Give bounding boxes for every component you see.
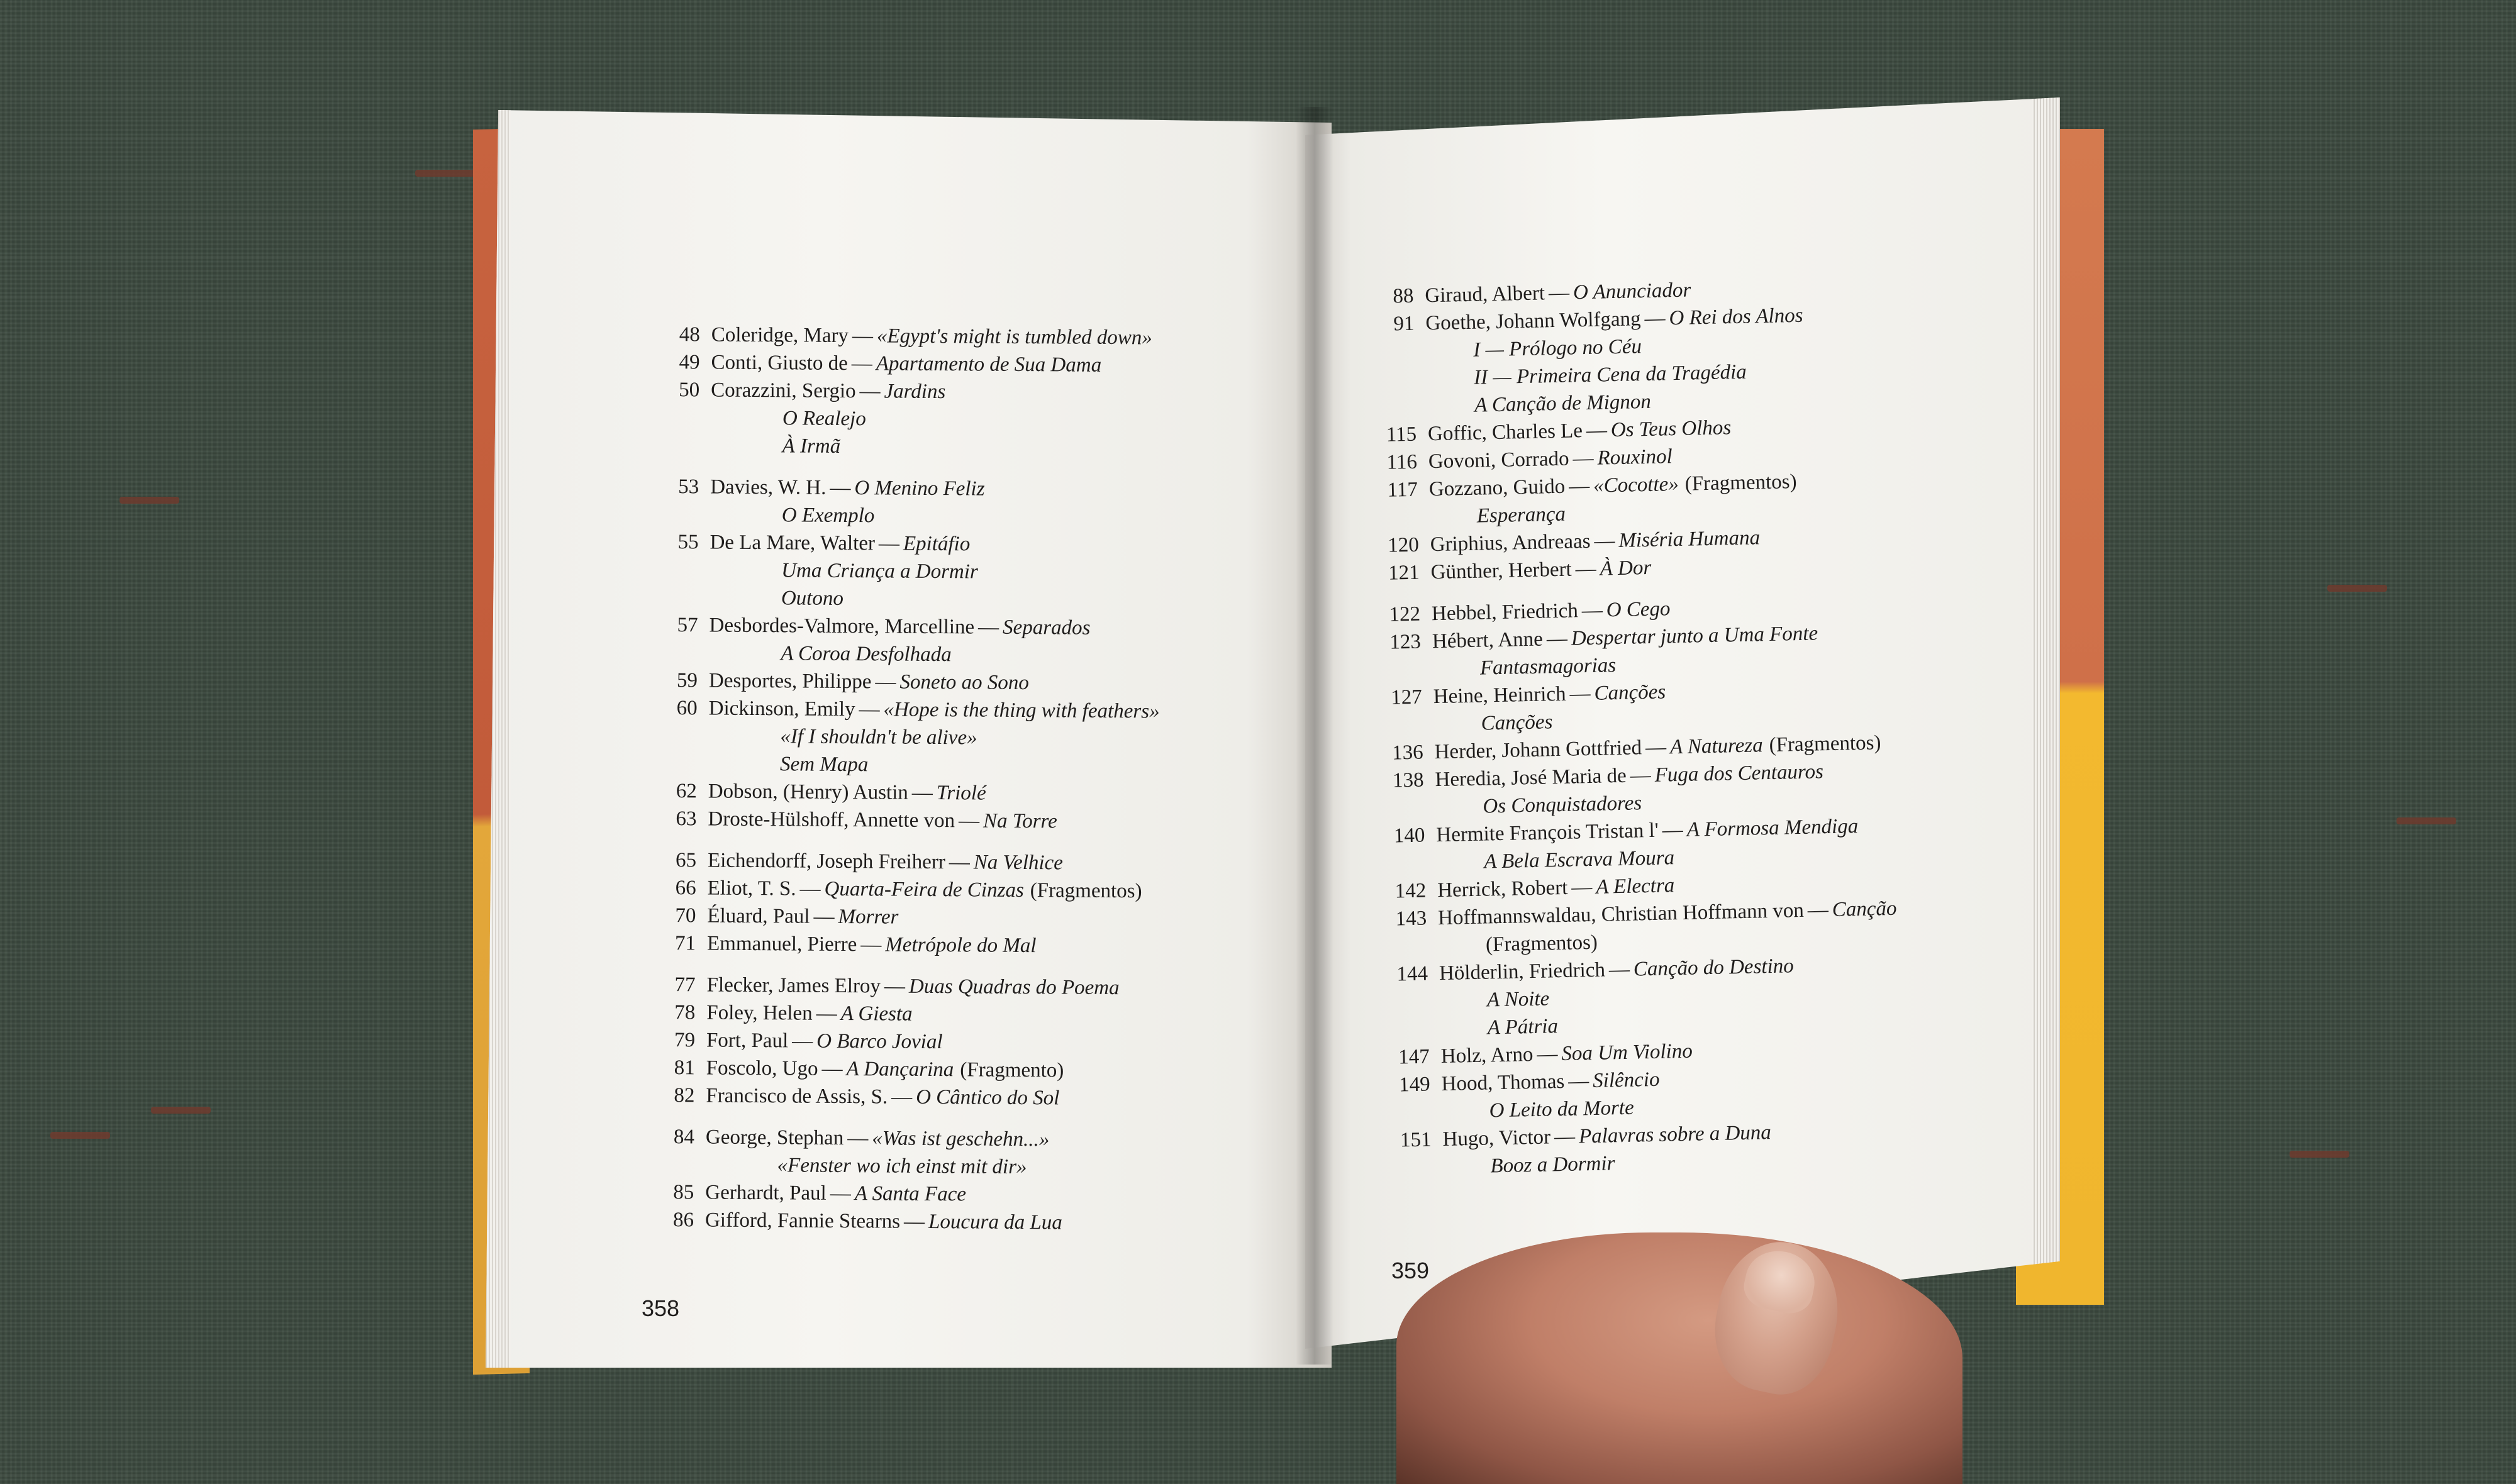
index-entry — [1388, 895, 1898, 961]
entry-subtitle: Os Conquistadores — [1483, 792, 1642, 818]
entry-title: Silêncio — [1592, 1068, 1660, 1093]
entry-author: Éluard, Paul — [707, 904, 810, 928]
entry-title: A Dançarina — [846, 1058, 954, 1082]
index-entry — [659, 999, 1157, 1030]
entry-page-number: 66 — [675, 877, 696, 900]
entry-page-number: 82 — [674, 1084, 695, 1107]
entry-title: «Was ist geschehn...» — [872, 1127, 1050, 1151]
entry-page-number: 147 — [1398, 1045, 1430, 1069]
entry-author: Desbordes-Valmore, Marcelline — [709, 614, 975, 639]
entry-page-number: 71 — [674, 932, 696, 955]
entry-title: Soneto ao Sono — [899, 670, 1029, 695]
index-entry — [663, 348, 1162, 380]
entry-author: Heine, Heinrich — [1433, 682, 1566, 709]
entry-page-number: 140 — [1393, 824, 1425, 848]
entry-separator: — — [911, 781, 933, 805]
index-entry — [660, 694, 1160, 781]
entry-note: (Fragmentos) — [1030, 879, 1142, 903]
entry-subtitle: A Bela Escrava Moura — [1483, 846, 1675, 873]
entry-title: Fuga dos Centauros — [1654, 760, 1824, 787]
entry-separator: — — [1548, 281, 1570, 305]
entry-title: Duas Quadras do Poema — [908, 975, 1120, 1000]
entry-title: Morrer — [838, 905, 899, 929]
entry-title: Quarta-Feira de Cinzas — [824, 877, 1024, 902]
entry-page-number: 79 — [674, 1029, 696, 1052]
entry-page-number: 151 — [1400, 1128, 1432, 1152]
entry-page-number: 116 — [1386, 450, 1418, 474]
entry-author: Hermite François Tristan l' — [1436, 819, 1659, 847]
entry-separator: — — [891, 1085, 913, 1109]
entry-author: Herder, Johann Gottfried — [1434, 736, 1642, 764]
entry-page-number: 117 — [1387, 478, 1418, 502]
entry-separator: — — [1572, 446, 1594, 470]
entry-page-number: 136 — [1391, 741, 1424, 765]
entry-author: De La Mare, Walter — [710, 531, 876, 555]
entry-page-number: 149 — [1398, 1073, 1431, 1097]
entry-author: Holz, Arno — [1440, 1043, 1534, 1068]
entry-separator: — — [1569, 682, 1591, 706]
index-entry — [659, 971, 1157, 1002]
entry-title: Palavras sobre a Duna — [1578, 1121, 1772, 1148]
entry-title: Rouxinol — [1597, 445, 1673, 470]
entry-author: Francisco de Assis, S. — [706, 1084, 888, 1109]
entry-author: Hölderlin, Friedrich — [1439, 958, 1606, 985]
entry-author: Dickinson, Emily — [708, 697, 855, 721]
entry-title: Metrópole do Mal — [885, 933, 1037, 958]
index-entry — [1386, 812, 1896, 878]
index-entry — [659, 902, 1158, 933]
carpet-dash — [151, 1107, 211, 1114]
entry-separator: — — [1537, 1043, 1558, 1066]
entry-separator: — — [1546, 627, 1568, 651]
entry-title: Apartamento de Sua Dama — [876, 352, 1102, 377]
entry-page-number: 143 — [1395, 907, 1427, 931]
entry-author: Eliot, T. S. — [707, 877, 796, 900]
index-entry — [660, 846, 1159, 878]
entry-separator: — — [875, 670, 896, 694]
index-entry — [662, 528, 1161, 615]
entry-page-number: 60 — [676, 697, 698, 720]
entry-page-number: 77 — [674, 973, 696, 997]
index-entry — [660, 805, 1159, 836]
entry-page-number: 85 — [673, 1181, 694, 1204]
entry-subtitle: «Fenster wo ich einst mit dir» — [777, 1154, 1027, 1179]
index-entry — [1391, 1061, 1901, 1127]
entry-page-number: 142 — [1394, 879, 1427, 903]
entry-author: Desportes, Philippe — [708, 669, 872, 694]
carpet-dash — [2327, 585, 2387, 592]
index-entry — [662, 376, 1162, 463]
entry-subtitle: À Irmã — [782, 435, 841, 458]
entry-subtitle: «If I shouldn't be alive» — [780, 725, 977, 750]
entry-title: O Rei dos Alnos — [1669, 304, 1803, 330]
index-entry — [662, 473, 1161, 532]
entry-note: (Fragmentos) — [1769, 731, 1881, 757]
entry-title: A Natureza — [1669, 734, 1764, 759]
entry-title: Triolé — [936, 782, 986, 805]
entry-title: O Anunciador — [1572, 279, 1691, 304]
entry-separator: — — [1594, 529, 1615, 553]
entry-page-number: 138 — [1392, 768, 1424, 792]
entry-page-number: 121 — [1388, 561, 1420, 585]
entry-title: A Formosa Mendiga — [1686, 815, 1859, 841]
entry-author: Emmanuel, Pierre — [706, 932, 857, 956]
entry-author: Hood, Thomas — [1441, 1070, 1565, 1096]
entry-page-number: 120 — [1387, 533, 1420, 557]
book-gutter — [1296, 107, 1333, 1365]
right-page-number: 359 — [1391, 1258, 1430, 1283]
entry-subtitle: I — Prólogo no Céu — [1472, 335, 1642, 362]
entry-author: Gifford, Fannie Stearns — [704, 1209, 901, 1233]
entry-author: Gerhardt, Paul — [705, 1181, 827, 1205]
entry-separator: — — [1630, 763, 1652, 787]
index-entry — [1383, 673, 1893, 739]
entry-page-number: 49 — [679, 351, 700, 374]
entry-author: Dobson, (Henry) Austin — [708, 780, 908, 804]
entry-author: Flecker, James Elroy — [706, 973, 881, 998]
entry-separator: — — [859, 698, 880, 721]
entry-separator: — — [1645, 736, 1667, 760]
entry-title: Separados — [1002, 616, 1091, 640]
entry-title: «Hope is the thing with feathers» — [883, 698, 1160, 723]
entry-author: Günther, Herbert — [1430, 558, 1572, 584]
entry-subtitle: Fantasmagorias — [1479, 654, 1617, 680]
entry-separator: — — [859, 380, 881, 403]
entry-author: Corazzini, Sergio — [711, 379, 856, 403]
index-entry — [659, 1054, 1157, 1085]
entry-title: «Egypt's might is tumbled down» — [876, 324, 1152, 350]
entry-separator: — — [799, 877, 821, 900]
entry-separator: — — [878, 532, 900, 555]
entry-subtitle: Esperança — [1476, 502, 1566, 528]
entry-title: Jardins — [884, 380, 946, 404]
entry-subtitle: A Pátria — [1487, 1015, 1559, 1039]
entry-page-number: 55 — [677, 531, 699, 554]
index-entry — [661, 667, 1160, 698]
entry-page-number: 59 — [676, 669, 698, 692]
entry-page-number: 53 — [678, 475, 699, 499]
entry-subtitle: (Fragmentos) — [1485, 931, 1598, 956]
entry-note: (Fragmento) — [960, 1058, 1064, 1082]
entry-author: Hugo, Victor — [1442, 1126, 1551, 1151]
index-entry — [658, 1082, 1157, 1113]
entry-page-number: 63 — [676, 807, 697, 831]
entry-separator: — — [1581, 599, 1603, 623]
entry-title: Miséria Humana — [1618, 526, 1761, 552]
entry-subtitle: O Exemplo — [781, 504, 875, 528]
entry-subtitle: II — Primeira Cena da Tragédia — [1473, 360, 1747, 389]
entry-separator: — — [1608, 958, 1630, 982]
entry-subtitle: Uma Criança a Dormir — [781, 559, 978, 584]
entry-author: Griphius, Andreaas — [1430, 529, 1591, 556]
entry-title: À Dor — [1600, 556, 1652, 580]
entry-page-number: 86 — [672, 1209, 694, 1232]
entry-page-number: 81 — [674, 1056, 695, 1080]
entry-page-number: 144 — [1396, 962, 1428, 986]
hand — [1396, 1232, 1962, 1484]
entry-subtitle: Outono — [781, 587, 844, 611]
entry-separator: — — [1571, 875, 1593, 899]
entry-separator: — — [830, 476, 851, 500]
index-entry — [657, 1178, 1156, 1210]
entry-title: Canção — [1832, 897, 1897, 921]
entry-author: Govoni, Corrado — [1428, 447, 1569, 473]
entry-page-number: 115 — [1386, 423, 1417, 446]
entry-page-number: 88 — [1393, 284, 1414, 308]
entry-title: «Cocotte» — [1593, 472, 1679, 497]
entry-author: Heredia, José Maria de — [1435, 764, 1627, 792]
entry-title: Canção do Destino — [1633, 955, 1795, 981]
entry-page-number: 70 — [675, 904, 696, 928]
carpet-dash — [50, 1132, 110, 1139]
entry-page-number: 62 — [676, 780, 697, 803]
entry-author: Hebbel, Friedrich — [1431, 599, 1579, 626]
entry-page-number: 50 — [679, 379, 700, 402]
entry-separator: — — [903, 1210, 925, 1233]
entry-author: Conti, Giusto de — [711, 351, 848, 375]
entry-separator: — — [1586, 419, 1608, 442]
entry-title: Na Torre — [982, 809, 1057, 833]
entry-title: Os Teus Olhos — [1610, 416, 1732, 442]
entry-author: Davies, W. H. — [710, 475, 827, 499]
entry-separator: — — [1554, 1125, 1576, 1149]
entry-title: Na Velhice — [973, 851, 1064, 875]
entry-author: Droste-Hülshoff, Annette von — [708, 807, 955, 833]
index-entry — [657, 1123, 1156, 1182]
index-entry — [660, 777, 1159, 809]
entry-separator: — — [852, 324, 874, 348]
entry-separator: — — [847, 1127, 869, 1150]
entry-page-number: 84 — [673, 1126, 695, 1149]
entry-author: Coleridge, Mary — [711, 323, 849, 348]
entry-title: O Menino Feliz — [854, 477, 985, 501]
entry-author: Hébert, Anne — [1432, 628, 1544, 653]
entry-author: Foley, Helen — [706, 1001, 813, 1025]
entry-separator: — — [1644, 307, 1666, 331]
entry-title: O Cego — [1606, 597, 1671, 622]
entry-page-number: 127 — [1390, 685, 1423, 709]
entry-author: Eichendorff, Joseph Freiherr — [707, 849, 945, 874]
index-entry — [661, 611, 1160, 670]
index-entry — [1384, 756, 1895, 822]
entry-separator: — — [792, 1029, 813, 1053]
entry-subtitle: A Canção de Mignon — [1474, 390, 1652, 417]
entry-note: (Fragmentos) — [1684, 470, 1797, 496]
entry-subtitle: A Noite — [1486, 987, 1550, 1012]
entry-author: George, Stephan — [705, 1126, 844, 1150]
entry-separator: — — [830, 1182, 851, 1205]
index-entry — [657, 1206, 1156, 1238]
entry-author: Herrick, Robert — [1437, 876, 1568, 902]
entry-title: Loucura da Lua — [928, 1210, 1062, 1234]
entry-title: Canções — [1594, 680, 1666, 705]
entry-title: Epitáfio — [903, 532, 971, 556]
page-edges — [2032, 97, 2060, 1349]
entry-separator: — — [813, 905, 835, 928]
entry-title: Despertar junto a Uma Fonte — [1571, 622, 1818, 650]
entry-author: Foscolo, Ugo — [706, 1056, 818, 1080]
entry-title: A Giesta — [840, 1002, 913, 1026]
entry-page-number: 122 — [1389, 602, 1421, 626]
entry-subtitle: A Coroa Desfolhada — [781, 642, 952, 667]
entry-page-number: 57 — [677, 614, 698, 637]
entry-separator: — — [958, 809, 980, 833]
carpet-dash — [2290, 1151, 2349, 1158]
entry-title: O Barco Jovial — [816, 1029, 943, 1054]
entry-page-number: 91 — [1393, 312, 1415, 336]
carpet-dash — [415, 170, 475, 177]
index-entry — [659, 929, 1158, 961]
entry-separator: — — [816, 1002, 837, 1025]
index-entry — [1382, 618, 1892, 684]
entry-author: Goffic, Charles Le — [1427, 419, 1583, 446]
index-entry — [659, 1026, 1157, 1058]
entry-separator: — — [1662, 818, 1684, 842]
entry-author: Goethe, Johann Wolfgang — [1425, 307, 1641, 335]
carpet-dash — [120, 497, 179, 504]
index-entry — [660, 874, 1159, 905]
entry-separator: — — [1568, 474, 1590, 498]
index-entry — [1389, 950, 1900, 1044]
index-entry — [1375, 300, 1886, 421]
entry-separator: — — [949, 851, 970, 874]
entry-author: Gozzano, Guido — [1428, 475, 1566, 501]
entry-separator: — — [1575, 557, 1597, 581]
entry-separator: — — [884, 975, 906, 998]
entry-title: Soa Um Violino — [1561, 1039, 1693, 1066]
right-page-index — [1374, 272, 1902, 1182]
entry-subtitle: O Realejo — [782, 407, 866, 431]
entry-title: O Cântico do Sol — [916, 1085, 1060, 1110]
carpet-dash — [2396, 817, 2456, 824]
entry-page-number: 78 — [674, 1001, 696, 1024]
entry-separator: — — [860, 933, 882, 956]
left-page-number: 358 — [642, 1295, 680, 1321]
left-page-index — [657, 321, 1162, 1238]
entry-title: A Santa Face — [854, 1182, 967, 1206]
entry-author: Hoffmannswaldau, Christian Hoffmann von — [1437, 899, 1805, 930]
entry-subtitle: Booz a Dormir — [1490, 1152, 1615, 1178]
index-entry — [664, 321, 1162, 352]
entry-subtitle: Canções — [1481, 711, 1553, 735]
entry-author: Fort, Paul — [706, 1029, 789, 1053]
index-entry — [1392, 1116, 1902, 1182]
entry-page-number: 123 — [1389, 630, 1422, 654]
entry-subtitle: Sem Mapa — [779, 753, 869, 777]
index-entry — [1378, 466, 1888, 532]
entry-page-number: 48 — [679, 323, 700, 346]
entry-subtitle: O Leito da Morte — [1489, 1096, 1635, 1122]
entry-separator: — — [1567, 1070, 1589, 1093]
entry-separator: — — [1807, 899, 1829, 922]
entry-page-number: 65 — [675, 849, 697, 872]
entry-separator: — — [821, 1057, 843, 1081]
entry-title: A Electra — [1595, 874, 1675, 899]
entry-separator: — — [977, 616, 999, 639]
entry-author: Giraud, Albert — [1425, 282, 1545, 307]
entry-separator: — — [851, 352, 872, 375]
